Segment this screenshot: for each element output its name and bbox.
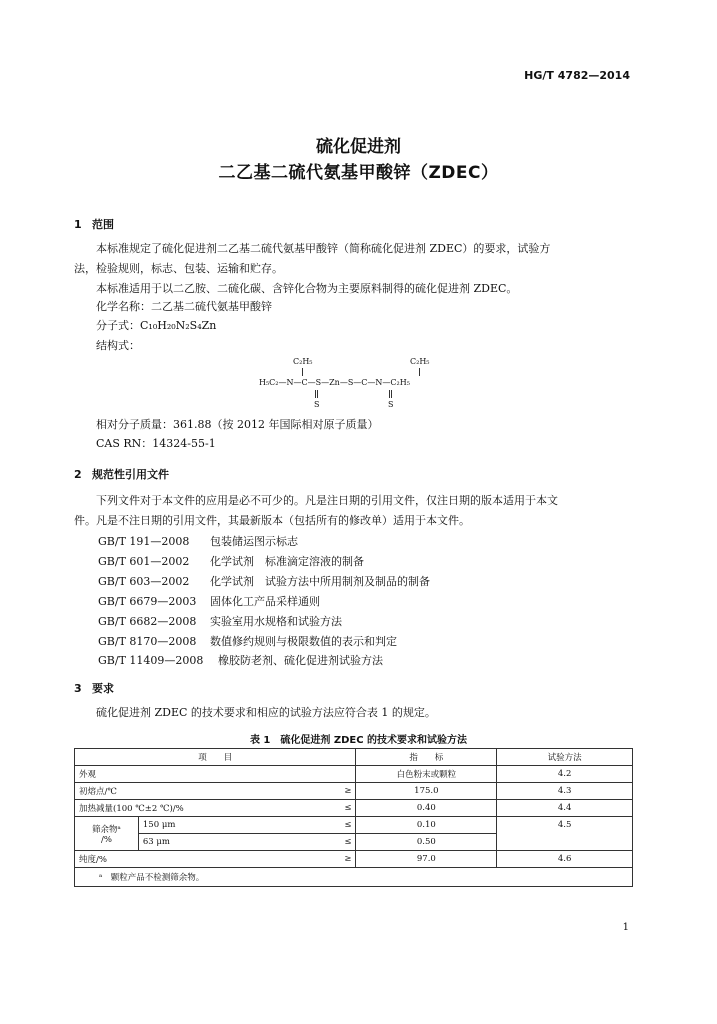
reference-title: 包装储运图示标志 — [210, 535, 298, 548]
sieve-label — [75, 817, 139, 851]
table-row — [75, 783, 633, 800]
cas-number: CAS RN：14324-55-1 — [96, 437, 216, 450]
reference-code: GB/T 11409—2008 — [98, 654, 204, 667]
row-value: 0.10 — [356, 817, 497, 834]
sieve-label-line1: 筛余物ᵃ — [92, 824, 121, 835]
reference-code: GB/T 191—2008 — [98, 535, 190, 548]
row-item: 纯度/% — [75, 851, 317, 868]
table-row — [75, 817, 633, 834]
sieve-size: 150 μm — [138, 817, 316, 834]
reference-title: 数值修约规则与极限数值的表示和判定 — [210, 635, 397, 648]
reference-item — [98, 652, 383, 668]
row-symbol: ≤ — [316, 817, 356, 834]
sieve-size: 63 μm — [138, 834, 316, 851]
spec-table — [74, 748, 633, 887]
refs-intro-line1: 下列文件对于本文件的应用是必不可少的。凡是注日期的引用文件，仅注日期的版本适用于本文 — [96, 494, 558, 507]
row-symbol: ≥ — [316, 783, 356, 800]
double-bond — [389, 390, 392, 398]
structure-label: 结构式： — [96, 339, 140, 352]
reference-item — [98, 593, 320, 609]
reference-item — [98, 573, 430, 589]
reference-code: GB/T 8170—2008 — [98, 635, 197, 648]
refs-intro-line2: 件。凡是不注日期的引用文件，其最新版本（包括所有的修改单）适用于本文件。 — [74, 514, 470, 527]
structure-top-left: C₂H₅ — [293, 357, 313, 366]
row-symbol: ≤ — [316, 834, 356, 851]
row-method: 4.3 — [497, 783, 633, 800]
sieve-label-line2: /% — [100, 834, 112, 845]
structure-bottom-right: S — [388, 400, 394, 409]
reference-title: 化学试剂 试验方法中所用制剂及制品的制备 — [210, 575, 430, 588]
structure-bottom-left: S — [314, 400, 320, 409]
reference-item — [98, 553, 364, 569]
section-title: 规范性引用文件 — [92, 468, 169, 481]
scope-para2: 本标准适用于以二乙胺、二硫化碳、含锌化合物为主要原料制得的硫化促进剂 ZDEC。 — [96, 282, 518, 295]
reference-item — [98, 613, 342, 629]
scope-para1-line1: 本标准规定了硫化促进剂二乙基二硫代氨基甲酸锌（简称硫化促进剂 ZDEC）的要求，试验方 — [96, 242, 551, 255]
scope-para1-line2: 法，检验规则，标志、包装、运输和贮存。 — [74, 262, 283, 275]
doc-title-line1: 硫化促进剂 — [316, 137, 401, 157]
header-index: 指 标 — [356, 749, 497, 766]
double-bond — [315, 390, 318, 398]
row-symbol: ≥ — [316, 851, 356, 868]
row-method: 4.6 — [497, 851, 633, 868]
table-footnote-row — [75, 868, 633, 887]
reference-title: 固体化工产品采样通则 — [210, 595, 320, 608]
row-value: 0.50 — [356, 834, 497, 851]
section-number: 1 — [74, 218, 82, 231]
page-number: 1 — [622, 922, 629, 933]
molecular-mass: 相对分子质量：361.88（按 2012 年国际相对原子质量） — [96, 418, 379, 431]
row-value: 白色粉末或颗粒 — [356, 766, 497, 783]
section-1-heading — [74, 216, 114, 232]
row-item: 加热减量(100 ℃±2 ℃)/% — [75, 800, 317, 817]
header-item: 项 目 — [75, 749, 356, 766]
row-symbol: ≤ — [316, 800, 356, 817]
formula-value: C₁₀H₂₀N₂S₄Zn — [140, 319, 217, 332]
structure-top-right: C₂H₅ — [410, 357, 430, 366]
section-2-heading — [74, 466, 169, 482]
section-number: 2 — [74, 468, 82, 481]
reference-code: GB/T 601—2002 — [98, 555, 190, 568]
reference-title: 橡胶防老剂、硫化促进剂试验方法 — [218, 654, 383, 667]
formula-label: 分子式： — [96, 319, 140, 332]
table-row — [75, 800, 633, 817]
section-number: 3 — [74, 682, 82, 695]
header-method: 试验方法 — [497, 749, 633, 766]
table-row — [75, 851, 633, 868]
reference-item — [98, 633, 397, 649]
row-method: 4.5 — [497, 817, 633, 851]
row-item: 初熔点/℃ — [75, 783, 317, 800]
reference-code: GB/T 6679—2003 — [98, 595, 197, 608]
row-value: 0.40 — [356, 800, 497, 817]
row-value: 97.0 — [356, 851, 497, 868]
row-method: 4.2 — [497, 766, 633, 783]
section-title: 要求 — [92, 682, 114, 695]
row-item: 外观 — [75, 766, 356, 783]
section-3-heading — [74, 680, 114, 696]
standard-code: HG/T 4782—2014 — [524, 69, 630, 82]
row-method: 4.4 — [497, 800, 633, 817]
chem-name: 化学名称：二乙基二硫代氨基甲酸锌 — [96, 300, 272, 313]
bond-line — [419, 368, 420, 376]
table-caption: 表 1 硫化促进剂 ZDEC 的技术要求和试验方法 — [249, 735, 468, 746]
section-title: 范围 — [92, 218, 114, 231]
table-footnote: ᵃ 颗粒产品不检测筛余物。 — [75, 868, 633, 887]
reference-code: GB/T 603—2002 — [98, 575, 190, 588]
structure-main-chain: H₅C₂—N—C—S—Zn—S—C—N—C₂H₅ — [259, 378, 410, 387]
molecular-formula — [96, 319, 216, 333]
reference-title: 实验室用水规格和试验方法 — [210, 615, 342, 628]
reference-item — [98, 533, 298, 549]
bond-line — [302, 368, 303, 376]
table-header-row — [75, 749, 633, 766]
doc-title-line2: 二乙基二硫代氨基甲酸锌（ZDEC） — [218, 163, 499, 183]
requirements-para: 硫化促进剂 ZDEC 的技术要求和相应的试验方法应符合表 1 的规定。 — [96, 706, 436, 719]
row-value: 175.0 — [356, 783, 497, 800]
table-row — [75, 766, 633, 783]
reference-title: 化学试剂 标准滴定溶液的制备 — [210, 555, 364, 568]
reference-code: GB/T 6682—2008 — [98, 615, 197, 628]
